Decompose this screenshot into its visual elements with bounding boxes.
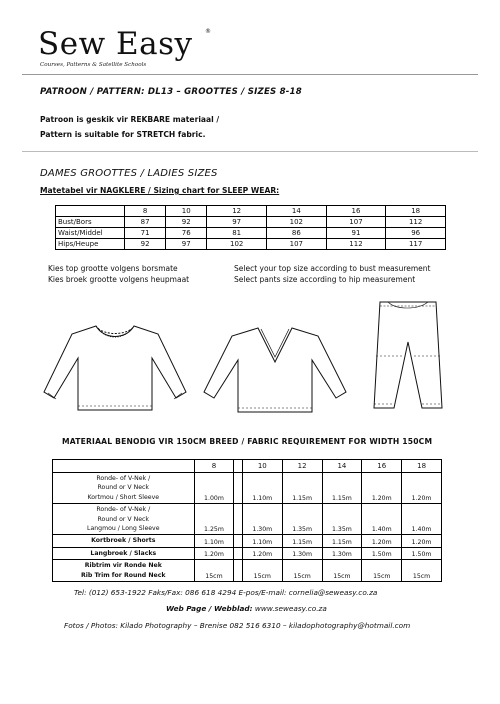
spacer-cell bbox=[234, 560, 243, 582]
table-cell: 15cm bbox=[242, 560, 282, 582]
table-cell: 1.35m bbox=[282, 504, 322, 535]
instruction-pants-english: Select pants size according to hip measurement bbox=[234, 275, 416, 284]
row-label bbox=[53, 535, 195, 547]
table-cell: 1.15m bbox=[322, 473, 362, 504]
table-cell: 1.15m bbox=[282, 535, 322, 547]
row-label bbox=[53, 547, 195, 559]
table-cell: 1.00m bbox=[194, 473, 234, 504]
table-cell: 1.50m bbox=[402, 547, 442, 559]
instruction-top-english: Select your top size according to bust measurement bbox=[234, 264, 431, 273]
table-cell: 1.20m bbox=[362, 473, 402, 504]
table-cell: 1.20m bbox=[402, 535, 442, 547]
table-cell: 86 bbox=[267, 228, 327, 239]
brand-tagline: Courses, Patterns & Satellite Schools bbox=[40, 62, 147, 68]
table-row bbox=[53, 473, 442, 504]
v-neck-top-icon bbox=[200, 322, 350, 417]
table-header-row bbox=[56, 206, 446, 217]
table-cell: 1.35m bbox=[322, 504, 362, 535]
web-link[interactable]: www.seweasy.co.za bbox=[254, 604, 327, 613]
table-cell: 112 bbox=[326, 239, 386, 250]
row-label-line: Ribtrim vir Ronde Nek bbox=[84, 562, 162, 570]
size-chart-table bbox=[55, 205, 446, 250]
table-cell: 97 bbox=[207, 217, 267, 228]
table-cell: 1.10m bbox=[242, 535, 282, 547]
table-cell: 15cm bbox=[362, 560, 402, 582]
table-row bbox=[53, 547, 442, 559]
row-label bbox=[53, 560, 195, 582]
table-row bbox=[53, 560, 442, 582]
table-row bbox=[56, 228, 446, 239]
row-label: Waist/Middel bbox=[56, 228, 125, 239]
table-cell: 91 bbox=[326, 228, 386, 239]
table-cell: 1.25m bbox=[194, 504, 234, 535]
registered-mark: ® bbox=[205, 28, 211, 35]
size-header: 10 bbox=[242, 460, 282, 473]
table-cell: 102 bbox=[267, 217, 327, 228]
size-header: 18 bbox=[402, 460, 442, 473]
table-cell: 107 bbox=[326, 217, 386, 228]
table-cell: 1.30m bbox=[322, 547, 362, 559]
size-header: 12 bbox=[207, 206, 267, 217]
table-corner-cell bbox=[56, 206, 125, 217]
table-corner-cell bbox=[53, 460, 195, 473]
row-label-line: Ronde- of V-Nek / bbox=[96, 506, 151, 514]
instructions-afrikaans bbox=[48, 263, 189, 285]
table-cell: 71 bbox=[125, 228, 166, 239]
table-cell: 1.20m bbox=[194, 547, 234, 559]
table-cell: 87 bbox=[125, 217, 166, 228]
table-cell: 1.15m bbox=[282, 473, 322, 504]
size-header: 8 bbox=[194, 460, 234, 473]
spacer-cell bbox=[234, 460, 243, 473]
brand-logo: Sew Easy bbox=[38, 26, 193, 62]
table-cell: 1.50m bbox=[362, 547, 402, 559]
table-cell: 81 bbox=[207, 228, 267, 239]
table-cell: 107 bbox=[267, 239, 327, 250]
table-cell: 15cm bbox=[322, 560, 362, 582]
table-cell: 1.15m bbox=[322, 535, 362, 547]
table-cell: 92 bbox=[125, 239, 166, 250]
size-header: 8 bbox=[125, 206, 166, 217]
table-cell: 112 bbox=[386, 217, 446, 228]
pattern-title: PATROON / PATTERN: DL13 – GROOTTES / SIZES 8-18 bbox=[40, 87, 302, 97]
table-cell: 97 bbox=[166, 239, 207, 250]
photos-credit-line: Fotos / Photos: Kilado Photography – Brenise 082 516 6310 – kiladophotography@hotmail.com bbox=[64, 621, 411, 630]
table-cell: 1.40m bbox=[362, 504, 402, 535]
table-cell: 15cm bbox=[402, 560, 442, 582]
size-header: 14 bbox=[322, 460, 362, 473]
row-label-line: Round or V Neck bbox=[97, 515, 149, 523]
section-divider bbox=[22, 151, 478, 152]
header-divider bbox=[22, 74, 478, 75]
size-header: 16 bbox=[326, 206, 386, 217]
table-cell: 15cm bbox=[194, 560, 234, 582]
web-line bbox=[166, 604, 327, 613]
size-chart-title: Matetabel vir NAGKLERE / Sizing chart for SLEEP WEAR: bbox=[40, 186, 280, 195]
row-label-line: Kortbroek / Shorts bbox=[91, 537, 156, 545]
row-label-line: Round or V Neck bbox=[97, 484, 149, 492]
spacer-cell bbox=[234, 473, 243, 504]
table-cell: 92 bbox=[166, 217, 207, 228]
table-header-row bbox=[53, 460, 442, 473]
table-row bbox=[53, 504, 442, 535]
instruction-top-afrikaans: Kies top grootte volgens borsmate bbox=[48, 264, 178, 273]
table-cell: 1.20m bbox=[402, 473, 442, 504]
spacer-cell bbox=[234, 504, 243, 535]
table-row bbox=[56, 217, 446, 228]
row-label: Bust/Bors bbox=[56, 217, 125, 228]
row-label-line: Rib Trim for Round Neck bbox=[81, 571, 166, 579]
table-cell: 1.40m bbox=[402, 504, 442, 535]
table-cell: 96 bbox=[386, 228, 446, 239]
fabric-table-title: MATERIAAL BENODIG VIR 150CM BREED / FABRIC REQUIREMENT FOR WIDTH 150CM bbox=[62, 437, 433, 446]
table-cell: 1.20m bbox=[362, 535, 402, 547]
table-row bbox=[53, 535, 442, 547]
size-header: 12 bbox=[282, 460, 322, 473]
row-label bbox=[53, 473, 195, 504]
contact-phone-line: Tel: (012) 653-1922 Faks/Fax: 086 618 4294 E-pos/E-mail: cornelia@seweasy.co.za bbox=[74, 588, 378, 597]
table-cell: 1.30m bbox=[242, 504, 282, 535]
row-label-line: Ronde- of V-Nek / bbox=[96, 475, 151, 482]
fabric-note-english: Pattern is suitable for STRETCH fabric. bbox=[40, 130, 206, 139]
table-cell: 1.10m bbox=[194, 535, 234, 547]
size-header: 18 bbox=[386, 206, 446, 217]
section-title: DAMES GROOTTES / LADIES SIZES bbox=[40, 168, 218, 179]
fabric-requirement-table bbox=[52, 459, 442, 582]
row-label bbox=[53, 504, 195, 535]
table-cell: 117 bbox=[386, 239, 446, 250]
fabric-note-afrikaans: Patroon is geskik vir REKBARE materiaal / bbox=[40, 115, 220, 124]
table-cell: 1.30m bbox=[282, 547, 322, 559]
table-row bbox=[56, 239, 446, 250]
table-cell: 15cm bbox=[282, 560, 322, 582]
row-label-line: Langbroek / Slacks bbox=[90, 549, 157, 557]
size-header: 14 bbox=[267, 206, 327, 217]
table-cell: 1.20m bbox=[242, 547, 282, 559]
instruction-pants-afrikaans: Kies broek grootte volgens heupmaat bbox=[48, 275, 190, 284]
spacer-cell bbox=[234, 535, 243, 547]
instructions-english bbox=[234, 263, 430, 285]
row-label-line: Kortmou / Short Sleeve bbox=[87, 493, 160, 501]
row-label: Hips/Heupe bbox=[56, 239, 125, 250]
table-cell: 1.10m bbox=[242, 473, 282, 504]
table-cell: 76 bbox=[166, 228, 207, 239]
row-label-line: Langmou / Long Sleeve bbox=[87, 525, 160, 533]
size-header: 10 bbox=[166, 206, 207, 217]
web-label: Web Page / Webblad: bbox=[166, 604, 253, 613]
pants-icon bbox=[366, 296, 446, 416]
round-neck-top-icon bbox=[40, 320, 190, 415]
size-header: 16 bbox=[362, 460, 402, 473]
spacer-cell bbox=[234, 547, 243, 559]
table-cell: 102 bbox=[207, 239, 267, 250]
